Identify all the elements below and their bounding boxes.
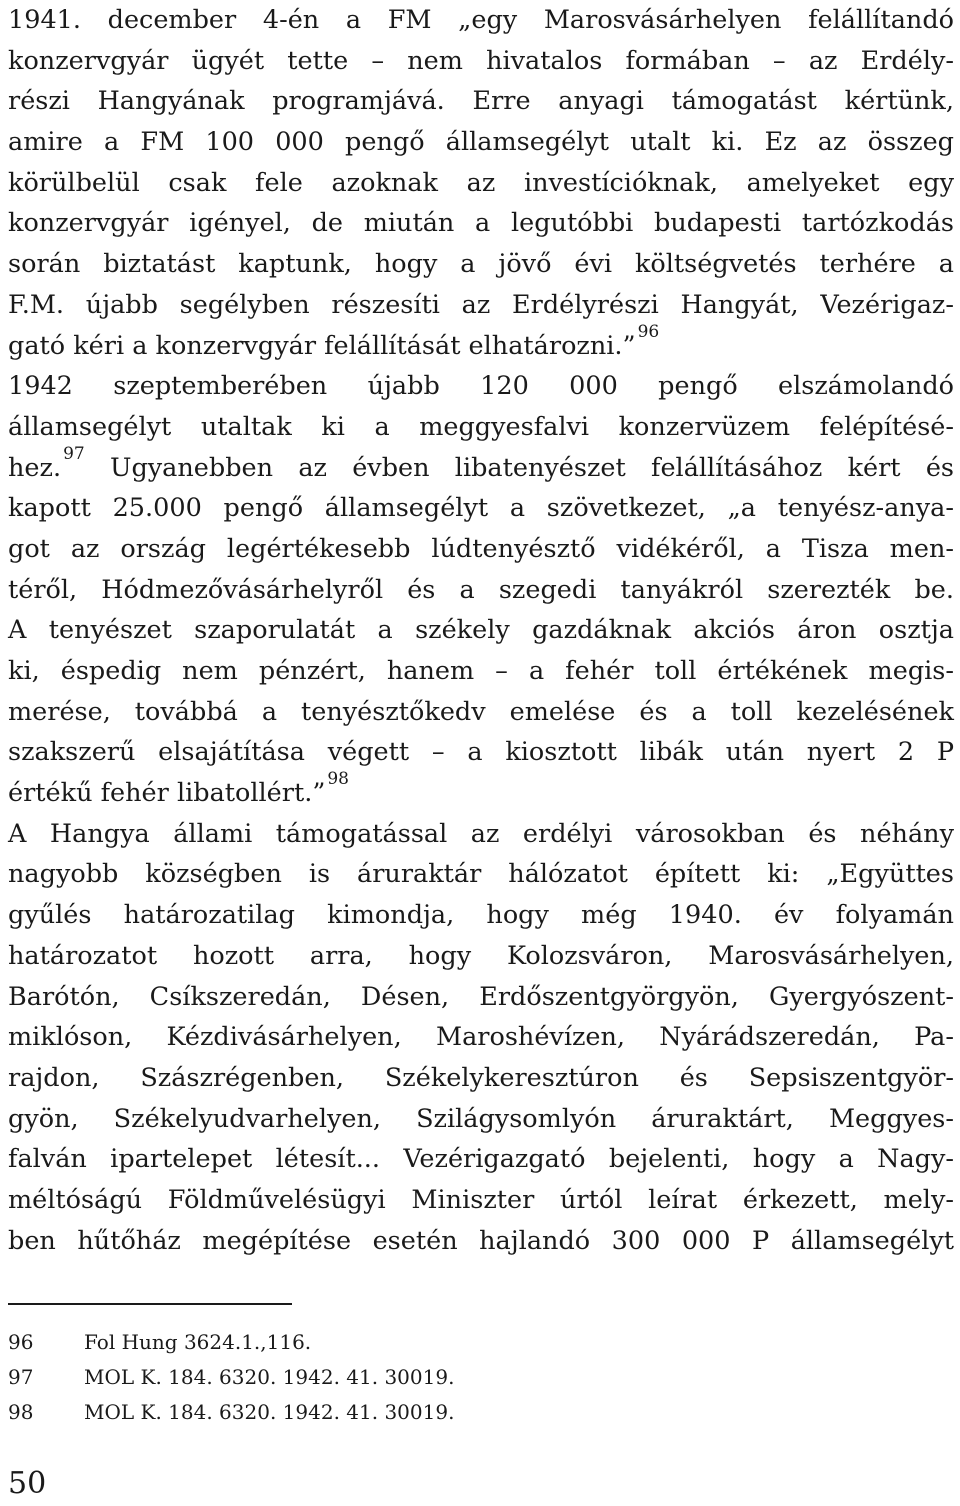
- text-line: miklóson, Kézdivásárhelyen, Maroshévízen, Nyárádszeredán, Pa-: [8, 1022, 954, 1053]
- footnote-ref[interactable]: 97: [63, 443, 85, 464]
- footnote-ref[interactable]: 96: [637, 321, 660, 342]
- text-line: körülbelül csak fele azoknak az investícióknak, amelyeket egy: [8, 167, 954, 198]
- text-line: határozatot hozott arra, hogy Kolozsváron, Marosvásárhelyen,: [8, 940, 954, 971]
- text-line: részi Hangyának programjává. Erre anyagi támogatást kértünk,: [8, 86, 954, 117]
- text-line: államsegélyt utaltak ki a meggyesfalvi konzervüzem felépítésé-: [8, 411, 954, 442]
- text-line: szakszerű elsajátítása végett – a kiosztott libák után nyert 2 P: [8, 737, 954, 768]
- text-segment: Ugyanebben az évben libatenyészet felállításához kért és: [84, 452, 954, 483]
- text-line: kapott 25.000 pengő államsegélyt a szövetkezet, „a tenyész-anya-: [8, 493, 954, 524]
- text-line: got az ország legértékesebb lúdtenyésztő vidékéről, a Tisza men-: [8, 533, 954, 564]
- footnote-text: Fol Hung 3624.1.,116.: [84, 1330, 312, 1354]
- text-line: nagyobb községben is áruraktár hálózatot épített ki: „Együttes: [8, 859, 954, 890]
- text-line: konzervgyár igényel, de miután a legutóbbi budapesti tartózkodás: [8, 208, 954, 239]
- text-line: [8, 443, 954, 489]
- text-line: merése, továbbá a tenyésztőkedv emelése és a toll kezelésének: [8, 696, 954, 727]
- text-line: rajdon, Szászrégenben, Székelykeresztúron és Sepsiszentgyör-: [8, 1062, 954, 1093]
- footnote-number: 97: [8, 1365, 34, 1389]
- text-line: méltóságú Földművelésügyi Miniszter úrtól leírat érkezett, mely-: [8, 1184, 954, 1215]
- footnote-item: [8, 1360, 708, 1395]
- text-line: 1942 szeptemberében újabb 120 000 pengő elszámolandó: [8, 371, 954, 402]
- text-line: A tenyészet szaporulatát a székely gazdáknak akciós áron osztja: [8, 615, 954, 646]
- text-line: 1941. december 4-én a FM „egy Marosvásárhelyen felállítandó: [8, 5, 954, 35]
- footnote-number: 98: [8, 1400, 34, 1424]
- text-segment: hez.: [8, 452, 62, 483]
- text-line: amire a FM 100 000 pengő államsegélyt utalt ki. Ez az összeg: [8, 127, 954, 158]
- page-number: 50: [8, 1466, 47, 1501]
- footnote-item: [8, 1325, 708, 1360]
- text-line: téről, Hódmezővásárhelyről és a szegedi tanyákról szerezték be.: [8, 574, 954, 605]
- text-segment: gató kéri a konzervgyár felállítását elhatározni.”: [8, 330, 636, 361]
- footnote-text: MOL K. 184. 6320. 1942. 41. 30019.: [84, 1365, 455, 1389]
- text-line: ki, éspedig nem pénzért, hanem – a fehér toll értékének megis-: [8, 656, 954, 686]
- body-text: [8, 0, 954, 1261]
- text-line: A Hangya állami támogatással az erdélyi városokban és néhány: [8, 818, 954, 849]
- text-line: konzervgyár ügyét tette – nem hivatalos formában – az Erdély-: [8, 45, 954, 76]
- footnote-divider: [8, 1303, 292, 1305]
- text-line: [8, 769, 954, 814]
- text-line: falván ipartelepet létesít... Vezérigazgató bejelenti, hogy a Nagy-: [8, 1144, 954, 1175]
- footnote-number: 96: [8, 1330, 34, 1354]
- text-line: [8, 321, 954, 367]
- footnote-item: [8, 1395, 708, 1430]
- text-line: ben hűtőház megépítése esetén hajlandó 300 000 P államsegélyt: [8, 1225, 954, 1256]
- text-line: gyűlés határozatilag kimondja, hogy még 1940. év folyamán: [8, 900, 954, 931]
- text-line: során biztatást kaptunk, hogy a jövő évi költségvetés terhére a: [8, 249, 954, 280]
- text-segment: értékű fehér libatollért.”: [8, 778, 326, 809]
- text-line: Barótón, Csíkszeredán, Désen, Erdőszentgyörgyön, Gyergyószent-: [8, 981, 954, 1012]
- text-line: gyön, Székelyudvarhelyen, Szilágysomlyón áruraktárt, Meggyes-: [8, 1103, 954, 1134]
- footnotes: [8, 1325, 708, 1430]
- footnote-text: MOL K. 184. 6320. 1942. 41. 30019.: [84, 1400, 455, 1424]
- footnote-ref[interactable]: 98: [327, 769, 349, 790]
- text-line: F.M. újabb segélyben részesíti az Erdélyrészi Hangyát, Vezérigaz-: [8, 289, 954, 320]
